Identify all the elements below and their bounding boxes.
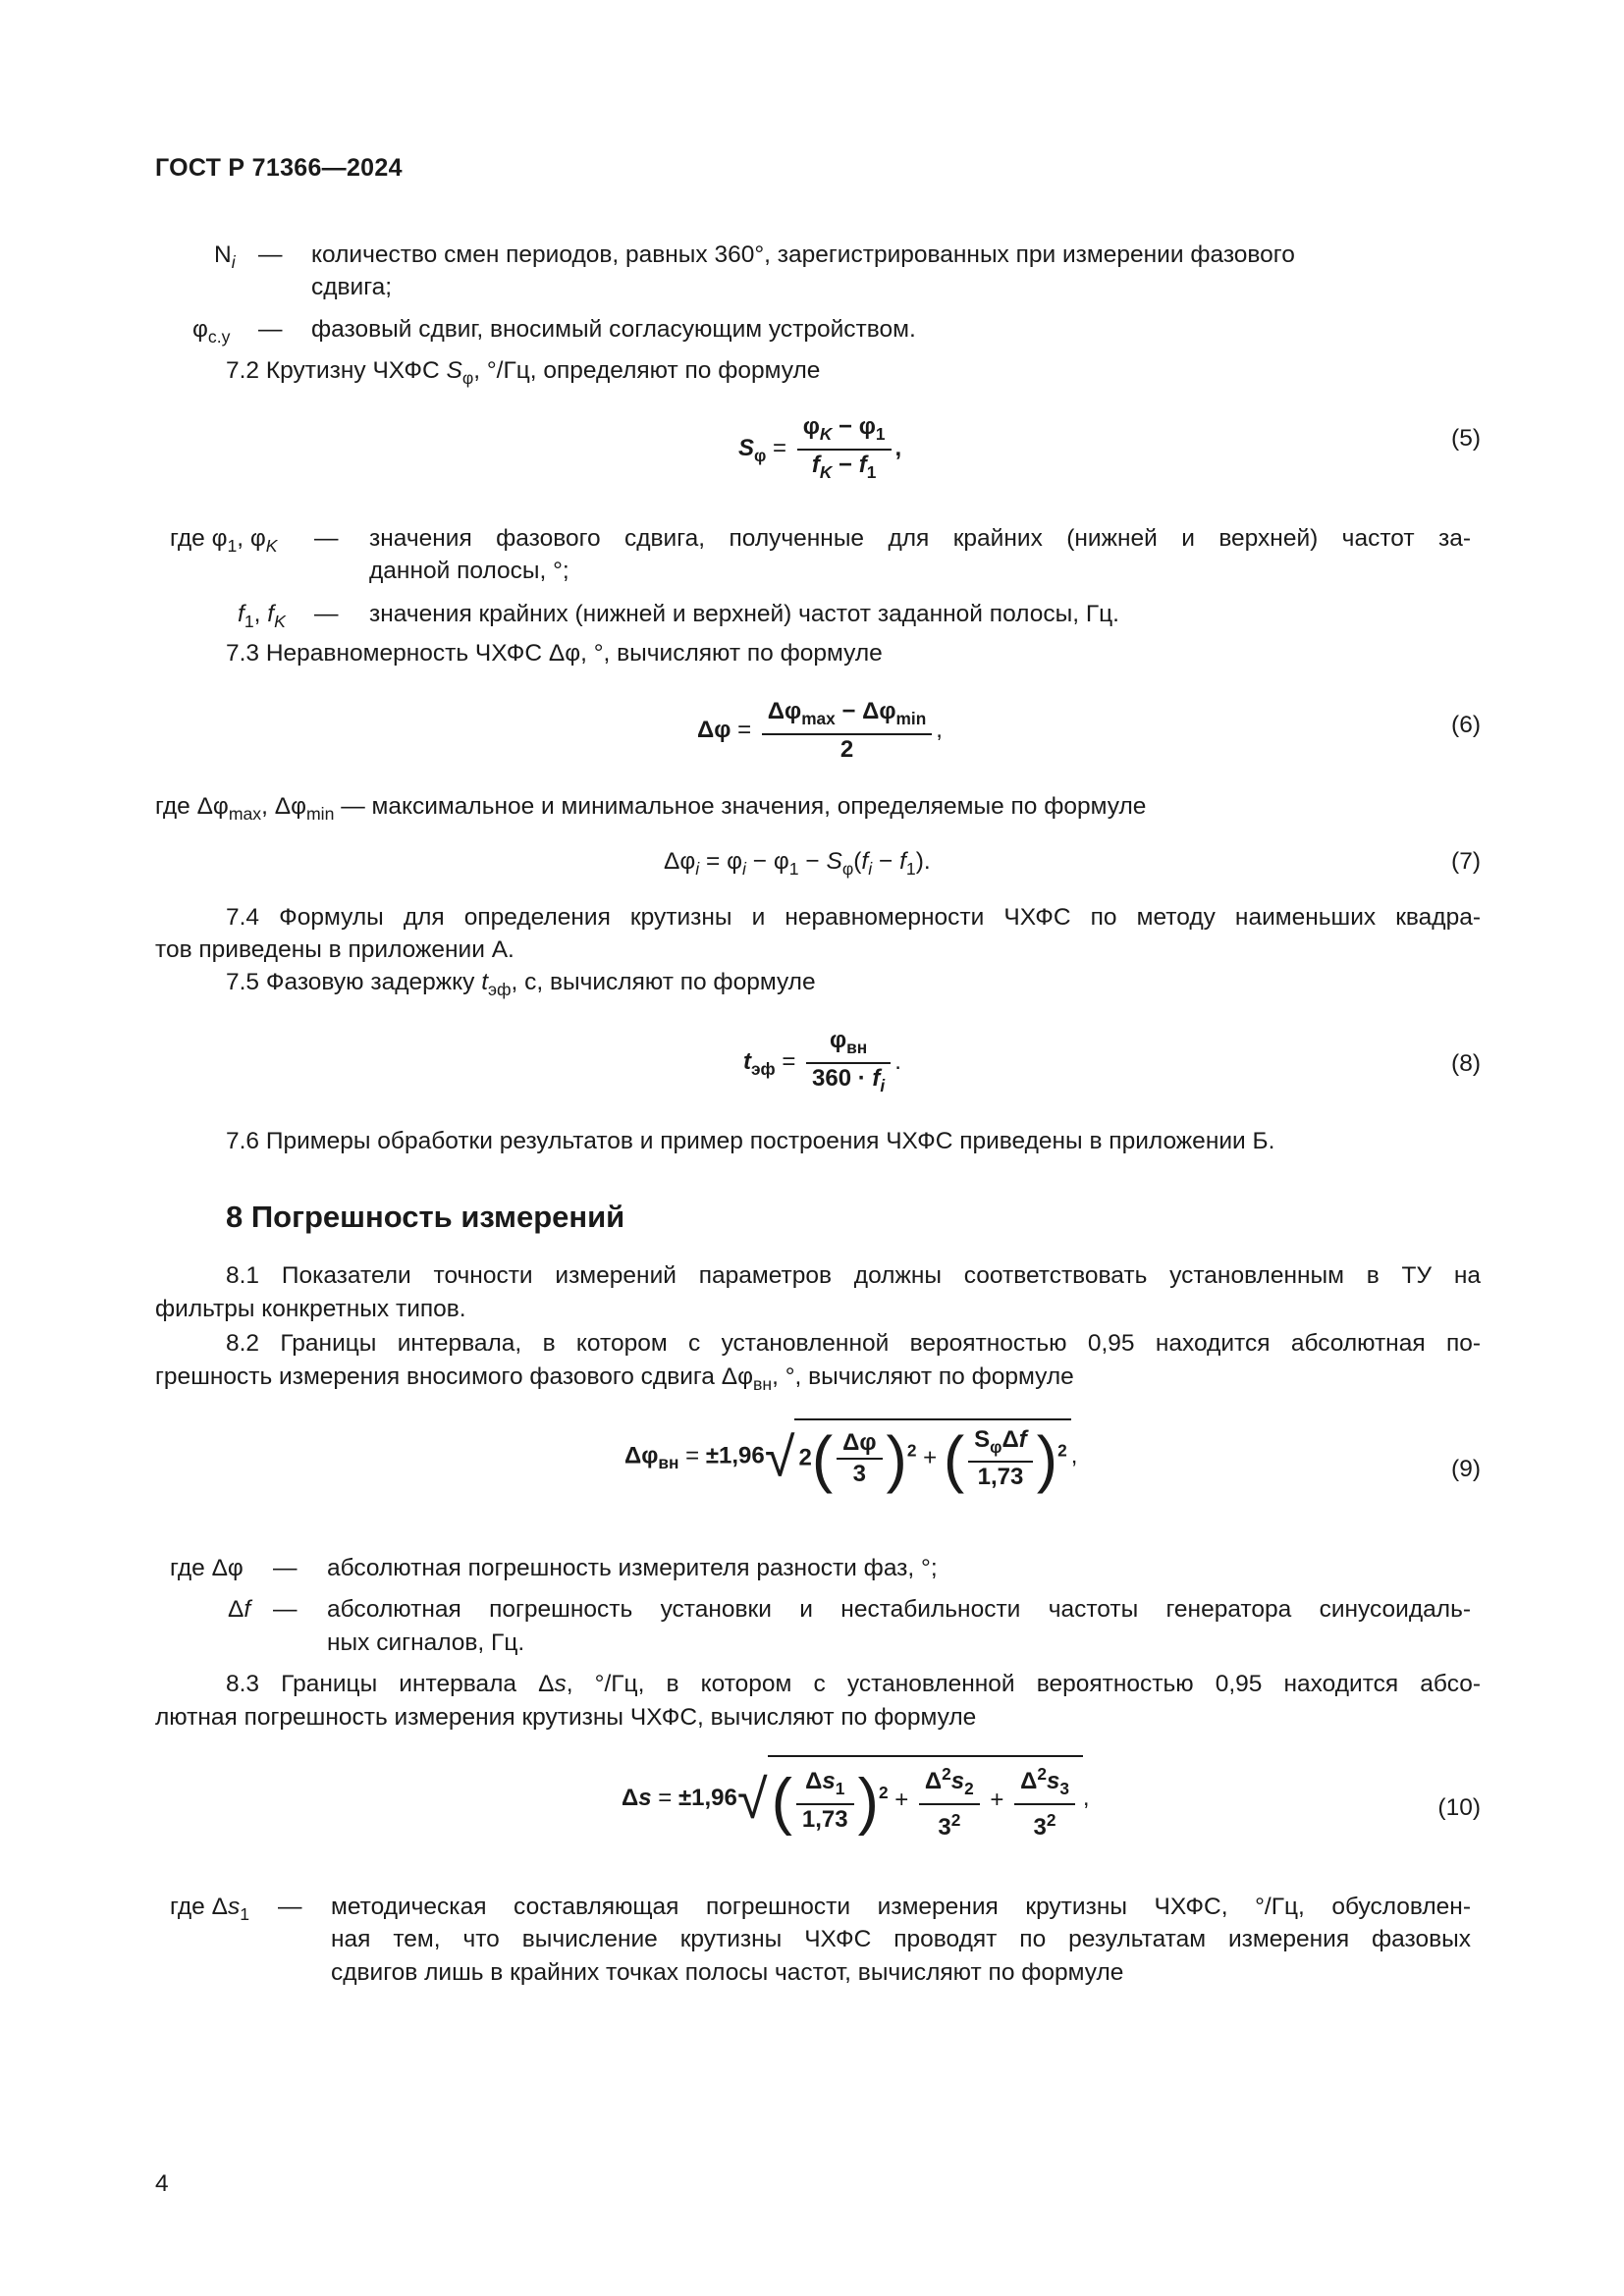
formula-9: $\Delta\varphi_{вн} = \pm 1,96√$ 2( $\frac{\Delta\varphi}{3}$ )$^2$ + ( $S_\varphi\Delta f$ 1,73 )$^2$ ,	[624, 1418, 1077, 1495]
formula-8: $t_{эф}$ = $\varphi_{вн}$ $360 \cdot f_i$ .	[743, 1027, 901, 1095]
definition-dash: —	[314, 601, 339, 627]
paragraph-7-4-cont: тов приведены в приложении А.	[155, 936, 514, 963]
definition-text: методическая составляющая погрешности измерения крутизны ЧХФС, °/Гц, обусловлен-	[331, 1894, 1471, 1920]
definition-text: фазовый сдвиг, вносимый согласующим устройством.	[311, 316, 916, 343]
definition-text: абсолютная погрешность установки и нестабильности частоты генератора синусоидаль-	[327, 1596, 1471, 1623]
formula-number-8: (8)	[1451, 1050, 1481, 1077]
definition-dash: —	[273, 1596, 298, 1623]
definition-text: данной полосы, °;	[369, 558, 569, 584]
paragraph-8-1: 8.1 Показатели точности измерений параметров должны соответствовать установленным в ТУ на	[226, 1262, 1481, 1289]
definition-text: ных сигналов, Гц.	[327, 1629, 525, 1656]
paragraph-8-1-cont: фильтры конкретных типов.	[155, 1296, 466, 1322]
formula-10: Δs = ±1,96√( $\frac{\Delta s_1}{1,73}$ )$^2$ + $\frac{\Delta^2s_2}{3^2}$ + $\frac{\Delta^2s_3}{3^2}$ ,	[622, 1755, 1090, 1842]
definition-dash: —	[258, 316, 283, 343]
paragraph-8-3-cont: лютная погрешность измерения крутизны ЧХФС, вычисляют по формуле	[155, 1704, 977, 1731]
paragraph-where-dphi-max-min: где $\Delta\varphi_{max}$, $\Delta\varphi_{min}$ — максимальное и минимальное значения, определяемые по формуле	[155, 793, 1147, 824]
formula-5: $S_\varphi$ = $\frac{\varphi_K - \varphi_1}{f_K - f_1}$ ,	[738, 413, 902, 482]
definition-text: абсолютная погрешность измерителя разности фаз, °;	[327, 1555, 938, 1581]
definition-text: сдвига;	[311, 274, 393, 300]
page-number: 4	[155, 2170, 169, 2197]
definition-symbol-phi1-phik: где $\varphi_1$, $\varphi_K$	[170, 525, 278, 556]
definition-text: количество смен периодов, равных 360°, зарегистрированных при измерении фазового	[311, 241, 1295, 268]
definition-symbol-phi-su: $\varphi_{с.у}$	[192, 316, 231, 347]
formula-number-10: (10)	[1437, 1794, 1481, 1821]
definition-symbol-ds1: где $\Delta s_1$	[170, 1894, 249, 1924]
formula-6: Δφ = $\Delta\varphi_{max} - \Delta\varphi_{min}$ 2 ,	[697, 698, 943, 763]
definition-symbol-df: Δf	[228, 1596, 251, 1623]
definition-dash: —	[273, 1555, 298, 1581]
definition-dash: —	[258, 241, 283, 268]
definition-symbol-dphi: где Δφ	[170, 1555, 244, 1581]
section-heading: 8 Погрешность измерений	[226, 1200, 625, 1234]
paragraph-7-5: 7.5 Фазовую задержку $t_{эф}$, с, вычисляют по формуле	[226, 969, 816, 999]
formula-number-9: (9)	[1451, 1456, 1481, 1482]
formula-number-7: (7)	[1451, 848, 1481, 875]
definition-symbol-f1-fk: $f_1$, $f_K$	[238, 601, 286, 631]
paragraph-7-3: 7.3 Неравномерность ЧХФС Δφ, °, вычисляют по формуле	[226, 640, 883, 667]
definition-symbol-ni: $N_i$	[214, 241, 236, 272]
definition-dash: —	[278, 1894, 302, 1920]
document-header: ГОСТ Р 71366—2024	[155, 154, 403, 182]
definition-text: сдвигов лишь в крайних точках полосы частот, вычисляют по формуле	[331, 1959, 1124, 1986]
definition-text: значения фазового сдвига, полученные для крайних (нижней и верхней) частот за-	[369, 525, 1471, 552]
paragraph-7-2: 7.2 Крутизну ЧХФС $S_\varphi$, °/Гц, определяют по формуле	[226, 357, 821, 388]
paragraph-8-2-cont: грешность измерения вносимого фазового сдвига $\Delta\varphi_{вн}$, °, вычисляют по формуле	[155, 1363, 1074, 1394]
paragraph-7-4: 7.4 Формулы для определения крутизны и неравномерности ЧХФС по методу наименьших квадра-	[226, 904, 1481, 931]
definition-text: ная тем, что вычисление крутизны ЧХФС проводят по результатам измерения фазовых	[331, 1926, 1471, 1952]
definition-text: значения крайних (нижней и верхней) частот заданной полосы, Гц.	[369, 601, 1119, 627]
formula-number-6: (6)	[1451, 712, 1481, 738]
paragraph-8-3: 8.3 Границы интервала Δs, °/Гц, в котором с установленной вероятностью 0,95 находится абсо-	[226, 1671, 1482, 1697]
formula-7: $\Delta\varphi_i = \varphi_i - \varphi_1 - S_\varphi(f_i - f_1)$.	[664, 848, 931, 879]
paragraph-8-2: 8.2 Границы интервала, в котором с установленной вероятностью 0,95 находится абсолютная по-	[226, 1330, 1481, 1357]
paragraph-7-6: 7.6 Примеры обработки результатов и пример построения ЧХФС приведены в приложении Б.	[226, 1128, 1275, 1154]
formula-number-5: (5)	[1451, 425, 1481, 452]
definition-dash: —	[314, 525, 339, 552]
